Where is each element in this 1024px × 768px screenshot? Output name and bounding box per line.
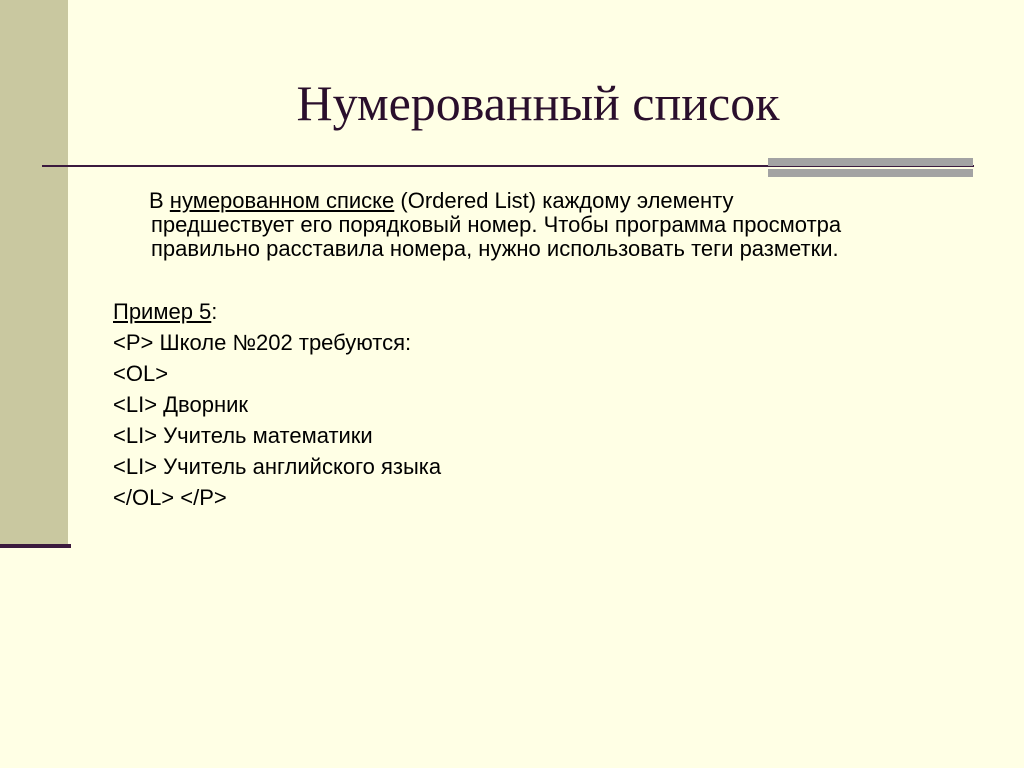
intro-line-1-rest: (Ordered List) каждому элементу (394, 188, 734, 213)
intro-paragraph (151, 189, 991, 261)
ordered-list-term-link[interactable]: нумерованном списке (169, 188, 395, 213)
example-block (113, 296, 441, 513)
example-code-line: <LI> Учитель английского языка (113, 454, 442, 479)
example-label-suffix: : (211, 299, 218, 324)
example-code-line: <P> Школе №202 требуются: (113, 330, 412, 355)
example-code-line: <LI> Дворник (113, 392, 249, 417)
intro-line-3: правильно расставила номера, нужно использовать теги разметки. (151, 236, 839, 261)
example-label-link[interactable]: Пример 5 (113, 299, 212, 324)
example-code-line: </OL> </P> (113, 485, 227, 510)
example-heading (113, 296, 441, 327)
example-code-line: <OL> (113, 361, 169, 386)
slide-title: Нумерованный список (296, 75, 780, 131)
intro-line-1 (151, 189, 991, 213)
example-code-line: <LI> Учитель математики (113, 423, 373, 448)
intro-prefix: В (149, 188, 170, 213)
title-divider-accent-bottom (768, 169, 973, 177)
intro-line-2: предшествует его порядковый номер. Чтобы программа просмотра (151, 212, 842, 237)
title-divider-accent-top (768, 158, 973, 166)
left-bar-underline (0, 544, 71, 548)
